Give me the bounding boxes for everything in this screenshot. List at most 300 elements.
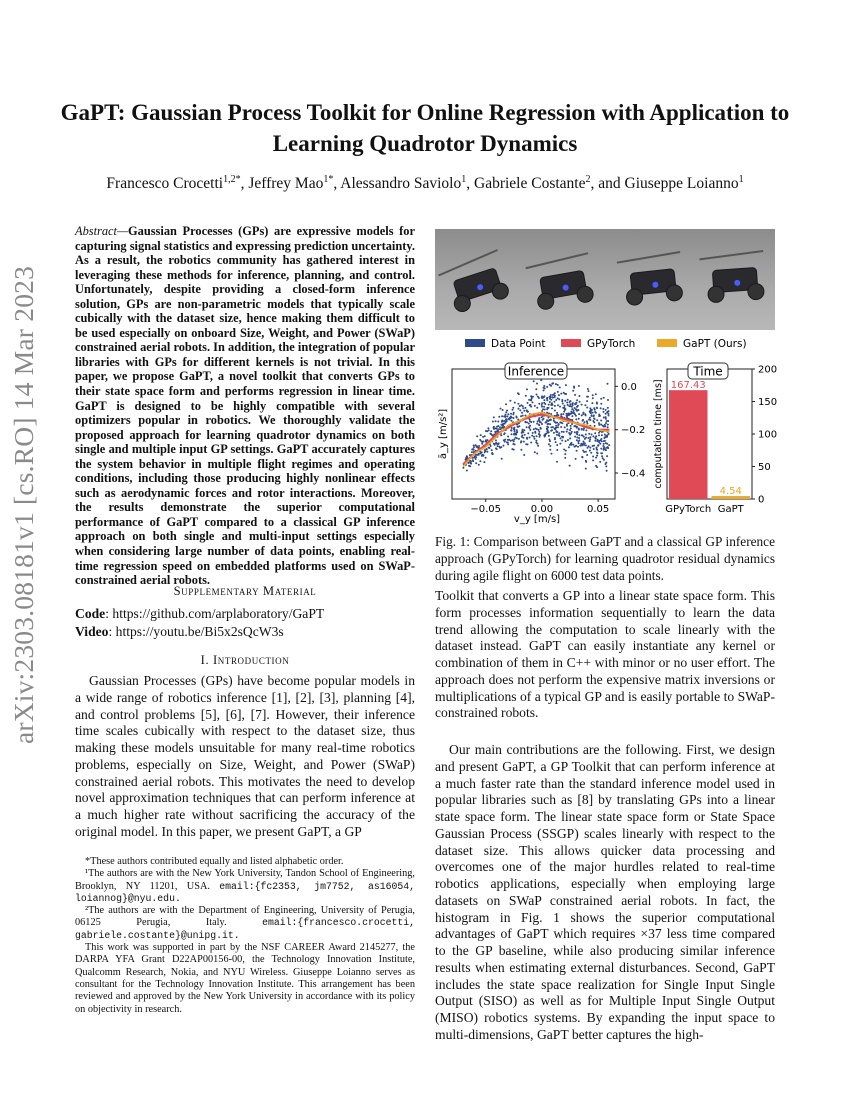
data-point [595, 438, 597, 440]
data-point [500, 428, 502, 430]
data-point [500, 434, 502, 436]
data-point [586, 407, 588, 409]
data-point [595, 393, 597, 395]
data-point [559, 443, 561, 445]
data-point [496, 428, 498, 430]
data-point [555, 441, 557, 443]
data-point [577, 446, 579, 448]
data-point [572, 402, 574, 404]
data-point [600, 398, 602, 400]
data-point [605, 449, 607, 451]
data-point [536, 435, 538, 437]
data-point [517, 403, 519, 405]
data-point [543, 389, 545, 391]
legend-label-data-point: Data Point [491, 338, 546, 350]
data-point [554, 410, 556, 412]
data-point [591, 402, 593, 404]
data-point [555, 422, 557, 424]
data-point [514, 402, 516, 404]
bar-category-label: GPyTorch [665, 504, 712, 515]
data-point [578, 442, 580, 444]
data-point [524, 434, 526, 436]
data-point [540, 427, 542, 429]
data-point [552, 382, 554, 384]
data-point [573, 409, 575, 411]
legend-swatch-gpytorch [561, 339, 581, 347]
footnote-funding: This work was supported in part by the NSF CAREER Award 2145277, the DARPA YFA Grant D22AP00156-00, the Technology Innovation Institute, Qualcomm Research, Nokia, and NYU Wireless. Giuseppe Loianno serves as consultant for the Technology Innovation Institute. This arrangement has been reviewed and approved by the New York University in accordance with its policy on objectivity in research. [75, 942, 415, 1015]
data-point [604, 440, 606, 442]
data-point [607, 399, 609, 401]
x-tick-label: 0.05 [587, 504, 610, 515]
footnote-2-email[interactable]: email:{francesco.crocetti, gabriele.costante}@unipg.it. [75, 917, 415, 941]
footnotes [75, 856, 415, 1016]
data-point [582, 450, 584, 452]
data-point [466, 470, 468, 472]
data-point [555, 427, 557, 429]
data-point [578, 437, 580, 439]
bar-gpytorch [669, 390, 708, 499]
data-point [578, 385, 580, 387]
paper-title: GaPT: Gaussian Process Toolkit for Online Regression with Application to Learning Quadrotor Dynamics [60, 100, 790, 156]
author-separator: , [466, 175, 474, 193]
data-point [606, 470, 608, 472]
data-point [513, 449, 515, 451]
data-point [492, 421, 494, 423]
abstract-text: Gaussian Processes (GPs) are expressive models for capturing signal statistics and expressing prediction uncertainty. As a result, the robotics community has gathered interest in leveraging these methods for inference, planning, and control. Unfortunately, despite providing a closed-form inference solution, GPs are non-parametric models that typically scale cubically with the dataset size, hence making them difficult to be used especially on onboard Size, Weight, and Power (SWaP) constrained aerial robots. In addition, the integration of popular libraries with GPs for different kernels is not trivial. In this paper, we propose GaPT, a novel toolkit that converts GPs to their state space form and performs regression in linear time. GaPT is designed to be highly compatible with several optimizers popular in robotics. We thoroughly validate the proposed approach for learning quadrotor dynamics on both single and multiple input GP settings. GaPT accurately captures the system behavior in multiple flight regimes and operating conditions, including those producing highly nonlinear effects such as aerodynamic forces and rotor interactions. Moreover, the results demonstrate the superior computational performance of GaPT compared to a classical GP inference approach on both single and multi-input settings especially when considering large number of data points, enabling real-time regression speed on embedded platforms used on SWaP-constrained aerial robots. [75, 224, 415, 588]
data-point [548, 423, 550, 425]
data-point [529, 427, 531, 429]
data-point [551, 396, 553, 398]
data-point [560, 426, 562, 428]
time-title: Time [693, 364, 723, 379]
data-point [523, 429, 525, 431]
data-point [537, 420, 539, 422]
data-point [544, 435, 546, 437]
data-point [567, 404, 569, 406]
data-point [598, 422, 600, 424]
data-point [491, 452, 493, 454]
y-tick-label: −0.4 [621, 468, 646, 480]
data-point [521, 434, 523, 436]
data-point [563, 449, 565, 451]
data-point [574, 431, 576, 433]
y-tick-label: 150 [758, 397, 778, 408]
data-point [523, 454, 525, 456]
quadrotor-sequence-image [435, 229, 775, 330]
data-point [598, 434, 600, 436]
data-point [549, 445, 551, 447]
data-point [519, 409, 521, 411]
data-point [573, 386, 575, 388]
data-point [605, 435, 607, 437]
data-point [578, 428, 580, 430]
data-point [505, 414, 507, 416]
footnote-1-email[interactable]: email:{fc2353, jm7752, as16054, loiannog}@nyu.edu. [75, 880, 416, 904]
data-point [576, 399, 578, 401]
data-point [545, 433, 547, 435]
data-point [575, 408, 577, 410]
inference-plot [438, 363, 645, 525]
data-point [562, 413, 564, 415]
data-point [593, 448, 595, 450]
intro-heading [75, 653, 415, 668]
data-point [584, 438, 586, 440]
data-point [603, 417, 605, 419]
data-point [542, 408, 544, 410]
data-point [564, 400, 566, 402]
data-point [554, 437, 556, 439]
data-point [548, 443, 550, 445]
data-point [557, 404, 559, 406]
data-point [581, 414, 583, 416]
data-point [506, 415, 508, 417]
author: Jeffrey Mao [248, 175, 324, 193]
author-and: and [598, 175, 625, 193]
data-point [586, 396, 588, 398]
data-point [533, 428, 535, 430]
author: Gabriele Costante [474, 175, 586, 193]
data-point [519, 405, 521, 407]
author-affiliation: 1,2* [223, 174, 241, 185]
data-point [602, 425, 604, 427]
data-point [596, 419, 598, 421]
data-point [558, 432, 560, 434]
data-point [599, 461, 601, 463]
code-link-line [75, 606, 415, 623]
data-point [496, 448, 498, 450]
data-point [507, 436, 509, 438]
data-point [605, 465, 607, 467]
data-point [469, 465, 471, 467]
data-point [493, 426, 495, 428]
data-point [517, 426, 519, 428]
data-point [596, 447, 598, 449]
data-point [582, 420, 584, 422]
footnote-1-text: ¹The authors are with the New York University, Tandon School of Engineering, Brooklyn, NY 11201, USA. [75, 868, 415, 892]
data-point [607, 407, 609, 409]
figure-1-charts [435, 332, 780, 530]
data-point [522, 437, 524, 439]
data-point [531, 398, 533, 400]
data-point [567, 439, 569, 441]
data-point [498, 428, 500, 430]
data-point [588, 437, 590, 439]
data-point [543, 395, 545, 397]
data-point [462, 467, 464, 469]
data-point [534, 438, 536, 440]
data-point [603, 449, 605, 451]
data-point [593, 421, 595, 423]
data-point [584, 404, 586, 406]
data-point [554, 405, 556, 407]
data-point [555, 425, 557, 427]
data-point [592, 435, 594, 437]
data-point [525, 395, 527, 397]
data-point [605, 416, 607, 418]
data-point [541, 423, 543, 425]
data-point [537, 445, 539, 447]
data-point [581, 428, 583, 430]
video-link[interactable]: : https://youtu.be/Bi5x2sQcW3s [108, 624, 284, 639]
data-point [599, 415, 601, 417]
data-point [513, 440, 515, 442]
data-point [526, 388, 528, 390]
data-point [538, 429, 540, 431]
data-point [549, 440, 551, 442]
data-point [513, 429, 515, 431]
data-point [603, 443, 605, 445]
data-point [592, 459, 594, 461]
data-point [538, 433, 540, 435]
data-point [585, 451, 587, 453]
data-point [556, 412, 558, 414]
time-bars [665, 380, 750, 515]
data-point [578, 418, 580, 420]
data-point [569, 437, 571, 439]
data-point [491, 434, 493, 436]
data-point [608, 410, 610, 412]
data-point [510, 429, 512, 431]
data-point [473, 446, 475, 448]
data-point [538, 424, 540, 426]
data-point [526, 438, 528, 440]
data-point [489, 447, 491, 449]
data-point [589, 450, 591, 452]
data-point [573, 412, 575, 414]
data-point [536, 423, 538, 425]
data-point [522, 407, 524, 409]
data-point [563, 411, 565, 413]
data-point [596, 452, 598, 454]
data-point [586, 421, 588, 423]
data-point [472, 460, 474, 462]
data-point [512, 407, 514, 409]
data-point [502, 409, 504, 411]
scatter-points [462, 377, 610, 472]
data-point [605, 409, 607, 411]
data-point [585, 444, 587, 446]
data-point [496, 443, 498, 445]
data-point [592, 394, 594, 396]
data-point [536, 407, 538, 409]
data-point [557, 384, 559, 386]
data-point [593, 415, 595, 417]
data-point [530, 395, 532, 397]
data-point [473, 445, 475, 447]
data-point [542, 397, 544, 399]
data-point [570, 427, 572, 429]
data-point [594, 440, 596, 442]
figure-caption: Fig. 1: Comparison between GaPT and a classical GP inference approach (GPyTorch) for learning quadrotor residual dynamics during agile flight on 6000 test data points. [435, 534, 775, 583]
data-point [585, 468, 587, 470]
data-point [605, 442, 607, 444]
data-point [576, 450, 578, 452]
data-point [566, 402, 568, 404]
data-point [589, 407, 591, 409]
author: Alessandro Saviolo [340, 175, 462, 193]
author: Francesco Crocetti [106, 175, 224, 193]
data-point [570, 411, 572, 413]
data-point [513, 438, 515, 440]
data-point [524, 415, 526, 417]
inference-ylabel: ā_y [m/s²] [438, 408, 449, 460]
data-point [525, 421, 527, 423]
data-point [470, 463, 472, 465]
data-point [557, 414, 559, 416]
data-point [534, 405, 536, 407]
data-point [520, 404, 522, 406]
data-point [571, 406, 573, 408]
data-point [486, 451, 488, 453]
data-point [535, 442, 537, 444]
y-tick-label: 50 [758, 462, 771, 473]
data-point [513, 434, 515, 436]
data-point [516, 431, 518, 433]
data-point [475, 458, 477, 460]
data-point [579, 401, 581, 403]
data-point [478, 445, 480, 447]
data-point [606, 455, 608, 457]
data-point [527, 402, 529, 404]
data-point [596, 466, 598, 468]
data-point [549, 401, 551, 403]
data-point [592, 445, 594, 447]
x-tick-label: −0.05 [470, 504, 502, 515]
data-point [581, 404, 583, 406]
data-point [574, 394, 576, 396]
data-point [601, 440, 603, 442]
data-point [581, 434, 583, 436]
data-point [495, 420, 497, 422]
data-point [600, 420, 602, 422]
data-point [566, 424, 568, 426]
data-point [605, 413, 607, 415]
author-affiliation: 1 [738, 174, 744, 185]
quadrotor-photo [435, 229, 775, 330]
data-point [548, 407, 550, 409]
data-point [481, 454, 483, 456]
data-point [543, 399, 545, 401]
data-point [586, 422, 588, 424]
data-point [529, 429, 531, 431]
data-point [554, 392, 556, 394]
data-point [505, 411, 507, 413]
data-point [536, 453, 538, 455]
data-point [497, 421, 499, 423]
data-point [607, 383, 609, 385]
data-point [602, 457, 604, 459]
data-point [538, 419, 540, 421]
data-point [565, 384, 567, 386]
data-point [573, 425, 575, 427]
data-point [479, 439, 481, 441]
data-point [589, 436, 591, 438]
data-point [558, 398, 560, 400]
data-point [533, 421, 535, 423]
data-point [583, 444, 585, 446]
x-tick-label: 0.00 [530, 504, 554, 515]
data-point [589, 438, 591, 440]
data-point [557, 391, 559, 393]
time-ylabel: computation time [ms] [653, 379, 664, 489]
data-point [596, 407, 598, 409]
data-point [594, 425, 596, 427]
data-point [546, 397, 548, 399]
data-point [589, 410, 591, 412]
data-point [493, 443, 495, 445]
data-point [543, 402, 545, 404]
data-point [560, 413, 562, 415]
data-point [512, 409, 514, 411]
data-point [503, 439, 505, 441]
data-point [529, 437, 531, 439]
data-point [577, 405, 579, 407]
data-point [575, 418, 577, 420]
data-point [548, 404, 550, 406]
data-point [561, 431, 563, 433]
code-link[interactable]: : https://github.com/arplaboratory/GaPT [105, 606, 325, 621]
y-tick-label: 200 [758, 364, 778, 376]
data-point [556, 449, 558, 451]
time-plot [653, 363, 777, 515]
data-point [583, 412, 585, 414]
data-point [598, 424, 600, 426]
data-point [510, 413, 512, 415]
data-point [475, 444, 477, 446]
data-point [513, 417, 515, 419]
data-point [512, 443, 514, 445]
data-point [608, 415, 610, 417]
data-point [566, 413, 568, 415]
data-point [550, 426, 552, 428]
data-point [601, 455, 603, 457]
data-point [511, 427, 513, 429]
data-point [497, 445, 499, 447]
data-point [520, 449, 522, 451]
data-point [518, 408, 520, 410]
data-point [504, 432, 506, 434]
data-point [539, 421, 541, 423]
data-point [546, 399, 548, 401]
data-point [542, 419, 544, 421]
data-point [600, 403, 602, 405]
data-point [575, 402, 577, 404]
data-point [550, 419, 552, 421]
data-point [592, 456, 594, 458]
data-point [559, 406, 561, 408]
data-point [538, 431, 540, 433]
data-point [585, 414, 587, 416]
data-point [596, 455, 598, 457]
data-point [531, 435, 533, 437]
data-point [487, 427, 489, 429]
data-point [601, 452, 603, 454]
data-point [479, 460, 481, 462]
author-affiliation: 2 [585, 174, 591, 185]
supplementary-heading-text: Supplementary Material [173, 584, 317, 598]
data-point [512, 413, 514, 415]
data-point [588, 390, 590, 392]
data-point [593, 418, 595, 420]
data-point [529, 425, 531, 427]
data-point [563, 407, 565, 409]
data-point [607, 424, 609, 426]
data-point [530, 421, 532, 423]
data-point [600, 438, 602, 440]
data-point [603, 397, 605, 399]
abstract-label: Abstract— [75, 224, 129, 238]
footnote-1 [75, 868, 415, 905]
